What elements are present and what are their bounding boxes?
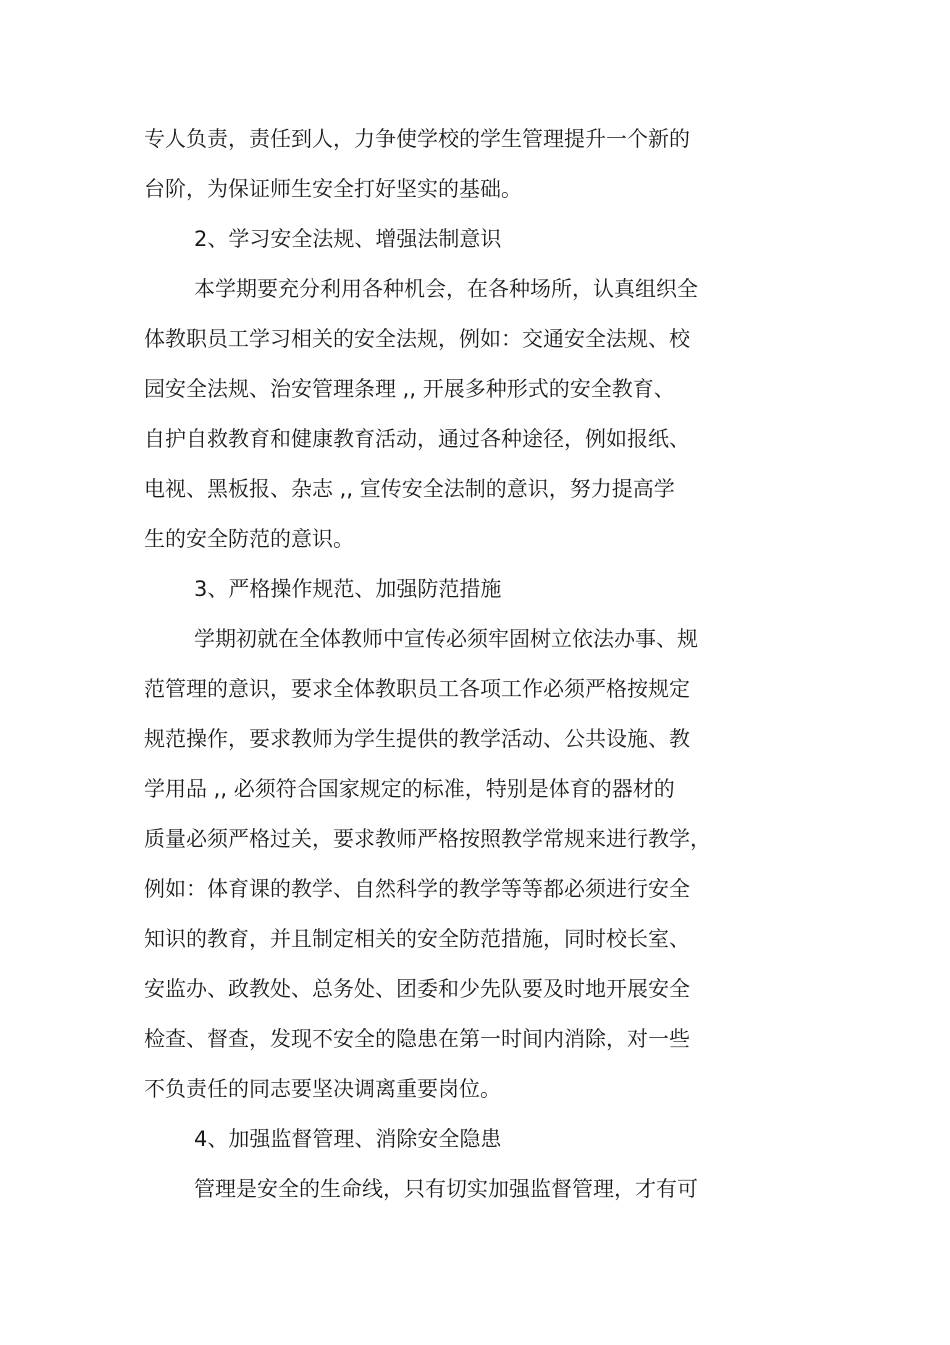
paragraph-line: 质量必须严格过关，要求教师严格按照教学常规来进行教学， xyxy=(144,827,711,851)
section-heading-4: 4、加强监督管理、消除安全隐患 xyxy=(194,1127,502,1151)
document-body xyxy=(144,114,754,1214)
paragraph-line: 例如：体育课的教学、自然科学的教学等等都必须进行安全 xyxy=(144,877,690,901)
section-heading-3: 3、严格操作规范、加强防范措施 xyxy=(194,577,502,601)
paragraph-line: 学用品 ,, 必须符合国家规定的标准，特别是体育的器材的 xyxy=(144,777,675,801)
section-heading-2: 2、学习安全法规、增强法制意识 xyxy=(194,227,502,251)
paragraph-line: 不负责任的同志要坚决调离重要岗位。 xyxy=(144,1077,501,1101)
paragraph-line: 电视、黑板报、杂志 ,, 宣传安全法制的意识，努力提高学 xyxy=(144,477,675,501)
paragraph-line: 规范操作，要求教师为学生提供的教学活动、公共设施、教 xyxy=(144,727,690,751)
paragraph-line: 专人负责，责任到人，力争使学校的学生管理提升一个新的 xyxy=(144,127,690,151)
paragraph-line: 范管理的意识，要求全体教职员工各项工作必须严格按规定 xyxy=(144,677,690,701)
paragraph-line: 台阶，为保证师生安全打好坚实的基础。 xyxy=(144,177,522,201)
paragraph-line: 检查、督查，发现不安全的隐患在第一时间内消除，对一些 xyxy=(144,1027,690,1051)
paragraph-line: 园安全法规、治安管理条理 ,, 开展多种形式的安全教育、 xyxy=(144,377,675,401)
paragraph-line: 本学期要充分利用各种机会，在各种场所，认真组织全 xyxy=(194,277,698,301)
paragraph-line: 管理是安全的生命线，只有切实加强监督管理，才有可 xyxy=(194,1177,698,1201)
paragraph-line: 自护自救教育和健康教育活动，通过各种途径，例如报纸、 xyxy=(144,427,690,451)
paragraph-line: 安监办、政教处、总务处、团委和少先队要及时地开展安全 xyxy=(144,977,690,1001)
paragraph-line: 生的安全防范的意识。 xyxy=(144,527,354,551)
paragraph-line: 学期初就在全体教师中宣传必须牢固树立依法办事、规 xyxy=(194,627,698,651)
paragraph-line: 体教职员工学习相关的安全法规，例如：交通安全法规、校 xyxy=(144,327,690,351)
paragraph-line: 知识的教育，并且制定相关的安全防范措施，同时校长室、 xyxy=(144,927,690,951)
